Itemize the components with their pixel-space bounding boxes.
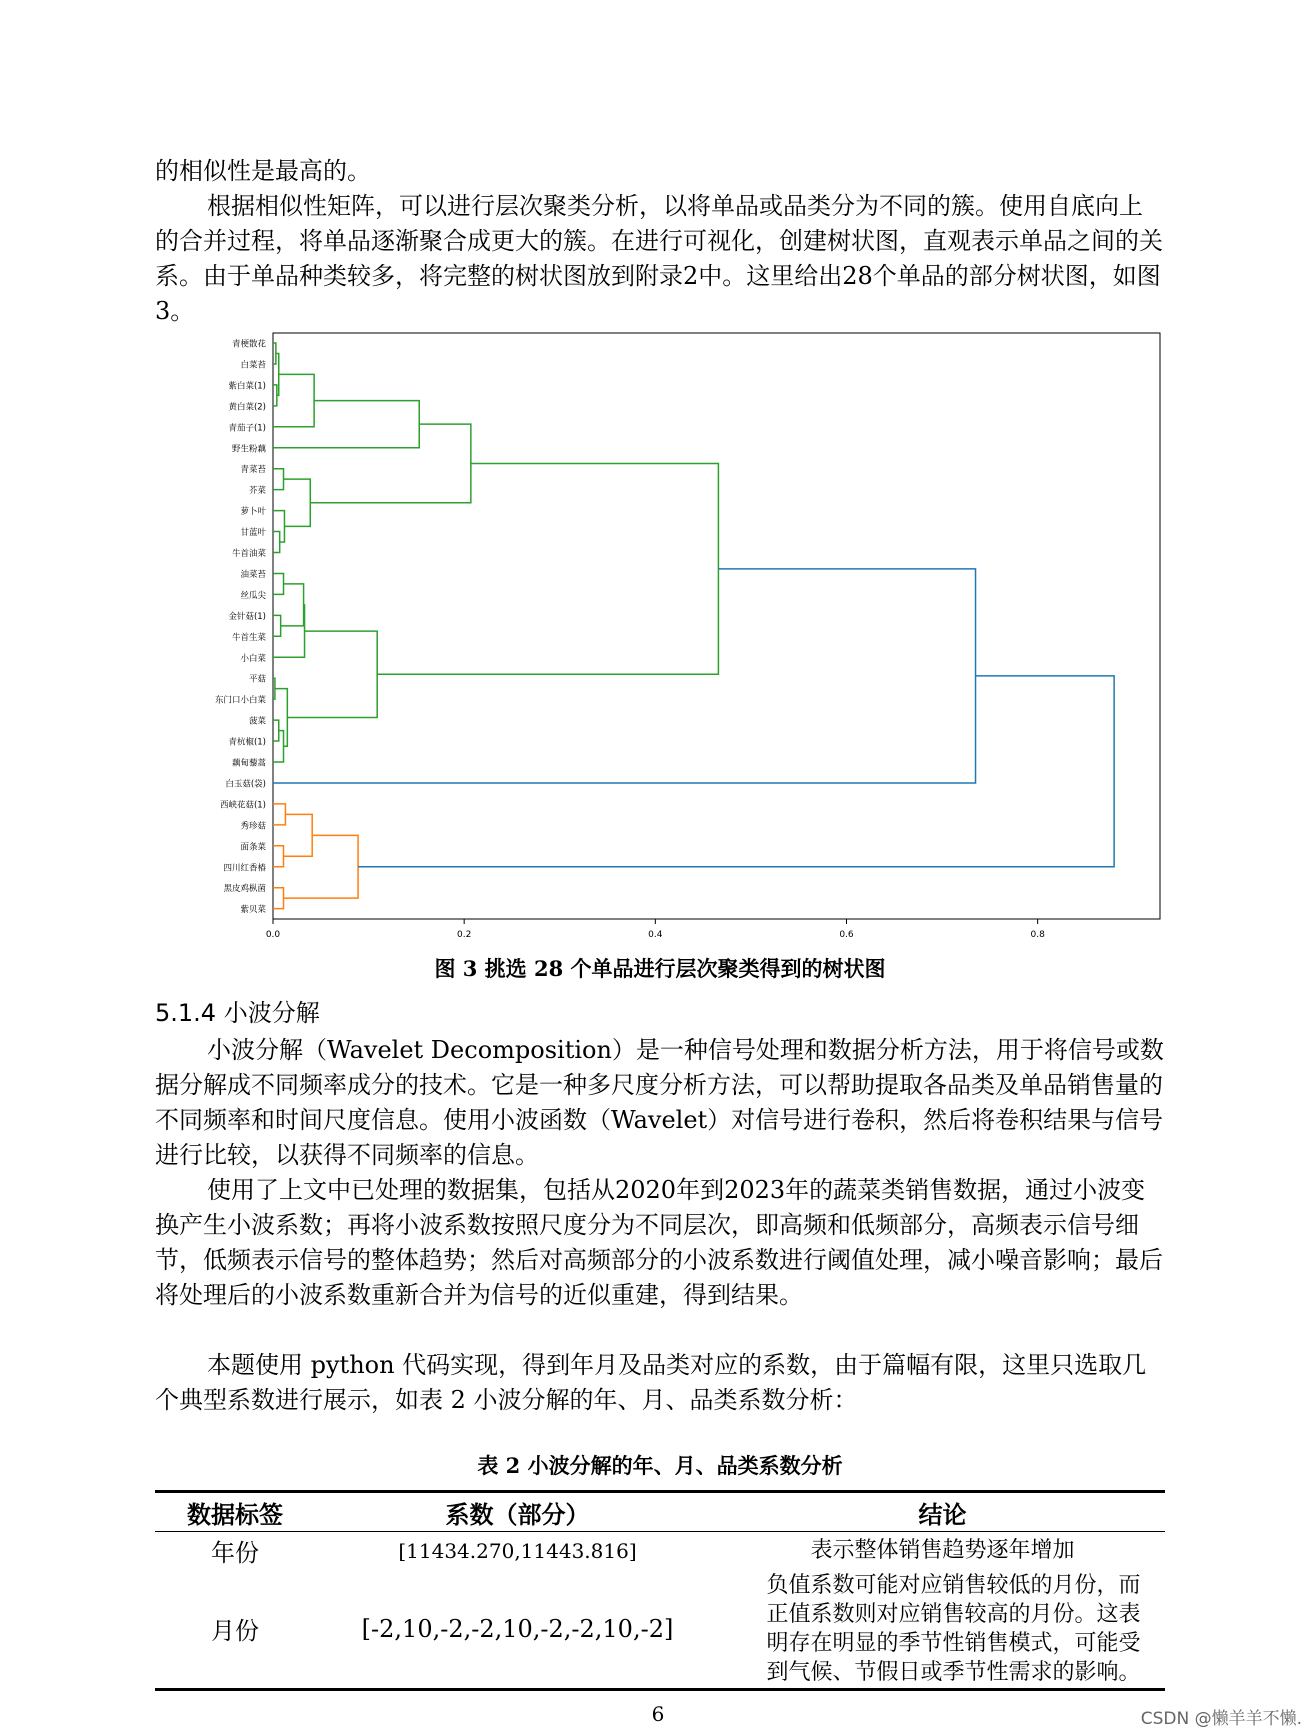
dendrogram-link xyxy=(284,814,313,856)
header-conclusion: 结论 xyxy=(720,1492,1165,1532)
watermark: CSDN @懒羊羊不懒. xyxy=(1140,1709,1302,1729)
row-conclusion: 负值系数可能对应销售较低的月份，而正值系数则对应销售较高的月份。这表明存在明显的季节性销售模式，可能受到气候、节假日或季节性需求的影响。 xyxy=(720,1570,1165,1690)
dendrogram-link xyxy=(310,424,471,503)
x-tick-label: 0.4 xyxy=(648,930,663,940)
leaf-label: 野生粉藕 xyxy=(231,444,266,455)
row-label: 月份 xyxy=(155,1570,315,1690)
dendrogram-link xyxy=(273,888,284,909)
leaf-label: 牛首油菜 xyxy=(231,549,266,559)
leaf-label: 面条菜 xyxy=(240,842,266,853)
dendrogram-link xyxy=(284,835,359,898)
dendrogram-link xyxy=(273,846,284,867)
dendrogram-link xyxy=(273,511,284,542)
leaf-label: 青梗散花 xyxy=(231,339,266,350)
dendrogram-link xyxy=(273,401,419,448)
dendrogram-link xyxy=(273,469,284,490)
leaf-label: 四川红香椿 xyxy=(223,863,266,874)
dendrogram-link xyxy=(273,569,976,783)
leaf-label: 黄白菜(2) xyxy=(228,402,266,413)
leaf-label: 丝瓜尖 xyxy=(240,590,266,601)
dendrogram-link xyxy=(273,720,279,741)
section-heading: 5.1.4 小波分解 xyxy=(155,999,320,1027)
row-coef: [11434.270,11443.816] xyxy=(398,1538,637,1563)
x-tick-label: 0.0 xyxy=(265,930,281,940)
table-row xyxy=(155,1570,1165,1690)
leaf-label: 甘蓝叶 xyxy=(240,528,266,539)
x-tick-label: 0.8 xyxy=(1030,930,1045,940)
page-number: 6 xyxy=(651,1702,665,1726)
leaf-label: 藕甸藜蒿 xyxy=(231,758,266,769)
x-tick-label: 0.2 xyxy=(456,930,472,940)
dendrogram-link xyxy=(273,605,305,657)
row-coef: [-2,10,-2,-2,10,-2,-2,10,-2] xyxy=(315,1570,720,1690)
dendrogram-link xyxy=(273,532,280,553)
dendrogram-link xyxy=(377,463,718,674)
table-caption: 表 2 小波分解的年、月、品类系数分析 xyxy=(477,1453,843,1478)
leaf-label: 菠菜 xyxy=(248,716,266,727)
paragraph-4: 本题使用 python 代码实现，得到年月及品类对应的系数，由于篇幅有限，这里只选取几个典型系数进行展示，如表 2 小波分解的年、月、品类系数分析： xyxy=(155,1351,1147,1414)
leaf-label: 牛首生菜 xyxy=(231,632,266,643)
leaf-label: 青杭椒(1) xyxy=(228,737,266,748)
paragraph-1: 根据相似性矩阵，可以进行层次聚类分析，以将单品或品类分为不同的簇。使用自底向上的合并过程，将单品逐渐聚合成更大的簇。在进行可视化，创建树状图，直观表示单品之间的关系。由于单品种类较多，将完整的树状图放到附录2中。这里给出28个单品的部分树状图，如图3。 xyxy=(155,192,1163,325)
dendrogram-link xyxy=(358,676,1114,867)
leaf-label: 西峡花菇(1) xyxy=(219,800,266,811)
table-header-row xyxy=(155,1492,1165,1532)
leaf-label: 白菜苔 xyxy=(240,360,266,371)
header-coef: 系数（部分） xyxy=(315,1492,720,1532)
coefficient-table xyxy=(155,1490,1165,1691)
leaf-label: 金针菇(1) xyxy=(228,611,266,622)
leaf-label: 秀珍菇 xyxy=(240,821,266,832)
paragraph-2: 小波分解（Wavelet Decomposition）是一种信号处理和数据分析方法，用于将信号或数据分解成不同频率成分的技术。它是一种多尺度分析方法，可以帮助提取各品类及单品销售量的不同频率和时间尺度信息。使用小波函数（Wavelet）对信号进行卷积，然后将卷积结果与信号进行比较，以获得不同频率的信息。 xyxy=(155,1036,1164,1169)
leaf-label: 青菜苔 xyxy=(240,465,266,476)
x-tick-label: 0.6 xyxy=(839,930,854,940)
row-label: 年份 xyxy=(211,1539,259,1568)
leaf-label: 小白菜 xyxy=(240,653,266,664)
leaf-label: 油菜苔 xyxy=(240,569,266,580)
leaf-label: 黑皮鸡枞菌 xyxy=(223,884,266,895)
leaf-label: 萝卜叶 xyxy=(240,507,266,518)
dendrogram-link xyxy=(273,573,284,594)
dendrogram-link xyxy=(273,615,281,636)
dendrogram-link xyxy=(284,479,311,526)
paragraph-3: 使用了上文中已处理的数据集，包括从2020年到2023年的蔬菜类销售数据，通过小波变换产生小波系数；再将小波系数按照尺度分为不同层次，即高频和低频部分，高频表示信号细节，低频表示信号的整体趋势；然后对高频部分的小波系数进行阈值处理，减小噪音影响；最后将处理后的小波系数重新合并为信号的近似重建，得到结果。 xyxy=(155,1176,1163,1309)
plot-frame xyxy=(273,333,1160,919)
leaf-label: 芥菜 xyxy=(248,486,266,497)
leaf-label: 白玉菇(袋) xyxy=(225,779,266,790)
table-row xyxy=(155,1532,1165,1570)
leaf-label: 青茄子(1) xyxy=(228,423,266,434)
paragraph-0: 的相似性是最高的。 xyxy=(155,157,371,185)
dendrogram-link xyxy=(273,385,277,406)
leaf-label: 紫贝菜 xyxy=(240,905,266,916)
header-label: 数据标签 xyxy=(155,1492,315,1532)
leaf-label: 东门口小白菜 xyxy=(214,695,266,706)
dendrogram-link xyxy=(273,804,285,825)
leaf-label: 紫白菜(1) xyxy=(228,381,266,392)
row-conclusion: 表示整体销售趋势逐年增加 xyxy=(810,1538,1075,1564)
figure-caption: 图 3 挑选 28 个单品进行层次聚类得到的树状图 xyxy=(434,956,886,981)
dendrogram-link xyxy=(275,689,287,747)
dendrogram-chart xyxy=(200,330,1170,950)
leaf-label: 平菇 xyxy=(248,674,266,685)
dendrogram-link xyxy=(287,631,377,717)
